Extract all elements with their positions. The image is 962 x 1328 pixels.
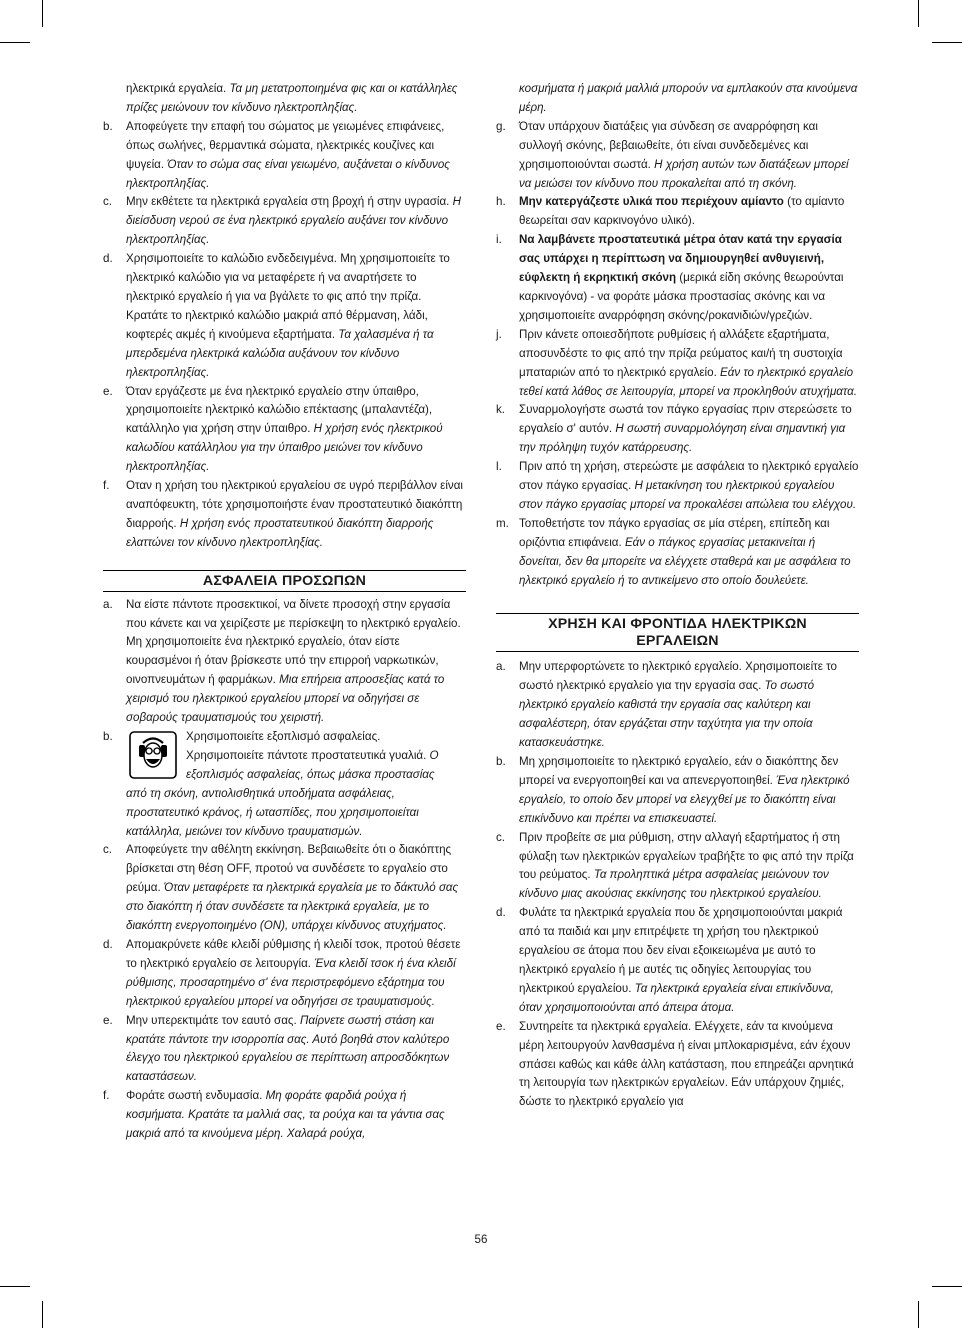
list-item xyxy=(496,193,859,231)
list-item xyxy=(103,1012,466,1088)
list-item xyxy=(103,118,466,194)
text-run: Η χρήση ενός ηλεκτρικού καλωδίου κατάλληλου για την ύπαιθρο μειώνει τον κίνδυνο ηλεκτροπληξίας. xyxy=(126,422,443,474)
list-item xyxy=(496,231,859,326)
item-letter: j. xyxy=(496,327,502,341)
item-letter: k. xyxy=(496,403,506,417)
list-item xyxy=(496,458,859,515)
text-run: Παίρνετε σωστή στάση και κρατάτε πάντοτε την ισορροπία σας. Αυτό βοηθά στον καλύτερο έλεγχο του ηλεκτρικού εργαλείου σε περίπτωση απροσδόκητων καταστάσεων. xyxy=(126,1013,450,1084)
item-letter: f. xyxy=(103,1089,110,1103)
continued-paragraph xyxy=(496,80,859,118)
text-run: Όταν το σώμα σας είναι γειωμένο, αυξάνεται ο κίνδυνος ηλεκτροπληξίας. xyxy=(126,157,450,190)
list-item xyxy=(103,383,466,478)
text-run: Απομακρύνετε κάθε κλειδί ρύθμισης ή κλειδί τσοκ, προτού θέσετε το ηλεκτρικό εργαλείο σε λειτουργία. xyxy=(126,937,461,970)
item-letter: e. xyxy=(103,1013,113,1027)
text-run: Το σωστό ηλεκτρικό εργαλείο καθιστά την εργασία σας καλύτερη και ασφαλέστερη, όταν εργάζεται στην ταχύτητα για την οποία κατασκευάστηκε. xyxy=(519,679,815,750)
section-heading-tool-use: ΧΡΗΣΗ ΚΑΙ ΦΡΟΝΤΙΔΑ ΗΛΕΚΤΡΙΚΩΝ ΕΡΓΑΛΕΙΩΝ xyxy=(496,613,859,652)
text-run: Αποφεύγετε την επαφή του σώματος με γειωμένες επιφάνειες, όπως σωλήνες, θερμαντικά σώματα, ηλεκτρικές κουζίνες και ψυγεία. xyxy=(126,119,445,171)
text-run: Χρησιμοποιείτε το καλώδιο ενδεδειγμένα. Μη χρησιμοποιείτε το ηλεκτρικό καλώδιο για να μεταφέρετε ή να αναρτήσετε το ηλεκτρικό εργαλείο ή για να βγάλετε το φις από την πρίζα. Κρατάτε το ηλεκτρικό καλώδιο μακριά από θέρμανση, λάδι, κοφτερές ακμές ή κινούμενα εξαρτήματα. xyxy=(126,252,450,341)
text-run: Μην υπερεκτιμάτε τον εαυτό σας. xyxy=(126,1013,300,1027)
text-run: Πριν από τη χρήση, στερεώστε με ασφάλεια το ηλεκτρικό εργαλείο στον πάγκο εργασίας. xyxy=(519,460,859,493)
crop-mark xyxy=(0,42,30,43)
item-letter: c. xyxy=(103,195,113,209)
list-item xyxy=(496,1018,859,1113)
text-run: Εάν το ηλεκτρικό εργαλείο τεθεί κατά λάθος σε λειτουργία, μπορεί να προκληθούν ατυχήματα. xyxy=(519,365,857,398)
list-item xyxy=(103,841,466,936)
item-letter: l. xyxy=(496,460,502,474)
item-letter: e. xyxy=(103,384,113,398)
item-letter: c. xyxy=(496,830,506,844)
text-run: Ένα κλειδί τσοκ ή ένα κλειδί ρύθμισης, προσαρτημένο σ' ένα περιστρεφόμενο εξάρτημα του ηλεκτρικού εργαλείου μπορεί να οδηγήσει σε τραυματισμούς. xyxy=(126,956,456,1008)
text-run: Τοποθετήστε τον πάγκο εργασίας σε μία στέρεη, επίπεδη και οριζόντια επιφάνεια. xyxy=(519,516,830,549)
text-line xyxy=(126,747,466,766)
item-letter: b. xyxy=(496,755,506,768)
list-item xyxy=(103,1087,466,1144)
text-run: Η χρήση αυτών των διατάξεων μπορεί να μειώσει τον κίνδυνο που προκαλείται από τη σκόνη. xyxy=(519,157,849,190)
list-item xyxy=(496,753,859,829)
section-heading-personal-safety: ΑΣΦΑΛΕΙΑ ΠΡΟΣΩΠΩΝ xyxy=(103,570,466,592)
text-run: Φυλάτε τα ηλεκτρικά εργαλεία που δε χρησιμοποιούνται μακριά από τα παιδιά και μην επιτρέψετε τη χρήση του ηλεκτρικού εργαλείου σε άτομα που δεν είναι εξοικειωμένα με αυτό το ηλεκτρικό εργαλείο ή με αυτές τις οδηγίες λειτουργίας του ηλεκτρικού εργαλείου. xyxy=(519,906,843,995)
text-line: από τη σκόνη, αντιολισθητικά υποδήματα ασφάλειας, προστατευτικό κράνος, ή ωτασπίδες, που χρησιμοποιείται κατάλληλα, μειώνει τον κίνδυνο τραυματισμών. xyxy=(126,786,419,838)
right-column xyxy=(496,80,859,1112)
text-run: Μη χρησιμοποιείτε το ηλεκτρικό εργαλείο, εάν ο διακόπτης δεν μπορεί να ενεργοποιηθεί και να απενεργοποιηθεί. xyxy=(519,755,839,787)
item-letter: a. xyxy=(496,660,506,674)
text-run: Ένα ηλεκτρικό εργαλείο, το οποίο δεν μπορεί να ελεγχθεί με το διακόπτη είναι επικίνδυνο και πρέπει να επισκευαστεί. xyxy=(519,773,850,825)
text-line: Χρησιμοποιείτε εξοπλισμό ασφαλείας. xyxy=(186,730,381,743)
text-run: Μην υπερφορτώνετε το ηλεκτρικό εργαλείο. Χρησιμοποιείτε το σωστό ηλεκτρικό εργαλείο για την εργασία σας. xyxy=(519,660,837,693)
text-run: Πριν προβείτε σε μια ρύθμιση, στην αλλαγή εξαρτήματος ή στη φύλαξη των ηλεκτρικών εργαλείων τραβήξτε το φις από την πρίζα του ρεύματος. xyxy=(519,830,854,882)
text-run: Εάν ο πάγκος εργασίας μετακινείται ή δονείται, δεν θα μπορείτε να ελέγχετε σταθερά και με ασφάλεια το ηλεκτρικό εργαλείο ή το αντικείμενο στο οποίο δουλεύετε. xyxy=(519,535,851,587)
text-run: Τα ηλεκτρικά εργαλεία είναι επικίνδυνα, όταν χρησιμοποιούνται από άπειρα άτομα. xyxy=(519,981,834,1014)
electrical-safety-list xyxy=(103,118,466,553)
list-item xyxy=(496,904,859,1017)
crop-mark xyxy=(42,0,43,27)
list-item xyxy=(496,829,859,905)
item-letter: f. xyxy=(103,479,110,493)
text-run: Η διείσδυση νερού σε ένα ηλεκτρικό εργαλείο αυξάνει τον κίνδυνο ηλεκτροπληξίας. xyxy=(126,195,462,247)
item-letter: d. xyxy=(496,906,506,920)
text-run: Μην κατεργάζεστε υλικά που περιέχουν αμίαντο xyxy=(519,195,784,209)
text-run: Πριν κάνετε οποιεσδήποτε ρυθμίσεις ή αλλάξετε εξαρτήματα, αποσυνδέστε το φις από την πρίζα ρεύματος και/ή τη συστοιχία μπαταριών από το ηλεκτρικό εργαλείο. xyxy=(519,327,843,379)
text-run: Μη φοράτε φαρδιά ρούχα ή κοσμήματα. Κρατάτε τα μαλλιά σας, τα ρούχα και τα γάντια σας μακριά από τα κινούμενα μέρη. Χαλαρά ρούχα, xyxy=(126,1089,445,1141)
text-run: Μια επήρεια απροσεξίας κατά το χειρισμό του ηλεκτρικού εργαλείου μπορεί να οδηγήσει σε σοβαρούς τραυματισμούς του χειριστή. xyxy=(126,673,445,725)
tool-use-list xyxy=(496,658,859,1112)
item-letter: h. xyxy=(496,195,506,209)
text-run: Η μετακίνηση του ηλεκτρικού εργαλείου στον πάγκο εργασίας μπορεί να προκαλέσει απώλεια του ελέγχου. xyxy=(519,479,857,511)
text-run: Οταν η χρήση του ηλεκτρικού εργαλείου σε υγρό περιβάλλον είναι αναπόφευκτη, τότε χρησιμοποιήστε έναν προστατευτικό διακόπτη διαρροής. xyxy=(126,479,463,530)
text-run: Συναρμολογήστε σωστά τον πάγκο εργασίας πριν στερεώσετε το εργαλείο σ' αυτόν. xyxy=(519,403,852,436)
crop-mark xyxy=(42,1301,43,1328)
item-letter: g. xyxy=(496,119,506,133)
text-run: Αποφεύγετε την αθέλητη εκκίνηση. Βεβαιωθείτε ότι ο διακόπτης βρίσκεται στη θέση OFF, προτού να συνδέσετε το εργαλείο στο ρεύμα. xyxy=(126,843,452,895)
list-item xyxy=(496,515,859,591)
item-letter: b. xyxy=(103,730,113,743)
text-line: εξοπλισμός ασφαλείας, όπως μάσκα προστασίας xyxy=(186,767,435,781)
text-run: Η σωστή συναρμολόγηση είναι σημαντική για την πρόληψη τυχόν κατάρρευσης. xyxy=(519,422,846,455)
personal-safety-list-continued xyxy=(496,118,859,591)
personal-safety-item-a xyxy=(103,596,466,728)
text-run: Η χρήση ενός προστατευτικού διακόπτη διαρροής ελαττώνει τον κίνδυνο ηλεκτροπληξίας. xyxy=(126,516,434,549)
item-letter: i. xyxy=(496,233,502,247)
item-letter: d. xyxy=(103,937,113,951)
item-letter: a. xyxy=(103,597,113,611)
text-run: Να είστε πάντοτε προσεκτικοί, να δίνετε προσοχή στην εργασία που κάνετε και να χειρίζεστε με περίσκεψη το ηλεκτρικό εργαλείο. Μη χρησιμοποιείτε ένα ηλεκτρικό εργαλείο, όταν είστε κουρασμένοι ή όταν βρίσκεστε υπό την επιρροή ναρκωτικών, οινοπνευμάτων ή φαρμάκων. xyxy=(126,597,461,687)
list-item xyxy=(496,326,859,402)
crop-mark xyxy=(918,0,919,27)
text-run: (το αμίαντο θεωρείται σαν καρκινογόνο υλικό). xyxy=(519,195,845,228)
item-letter: e. xyxy=(496,1019,506,1033)
list-item xyxy=(496,118,859,194)
list-item xyxy=(103,250,466,382)
page-number: 56 xyxy=(474,1233,488,1246)
list-item xyxy=(496,658,859,753)
text-run: Τα προληπτικά μέτρα ασφαλείας μειώνουν τον κίνδυνο μιας ακούσιας εκκίνησης του ηλεκτρικού εργαλείου. xyxy=(519,868,829,901)
list-item xyxy=(496,401,859,458)
personal-safety-item-b xyxy=(103,728,466,841)
text-run: Χρησιμοποιείτε πάντοτε προστατευτικά γυαλιά. xyxy=(186,748,430,762)
text-run: Όταν μεταφέρετε τα ηλεκτρικά εργαλεία με το δάκτυλό σας στο διακόπτη ή όταν συνδέσετε τα ηλεκτρικά εργαλεία, με το διακόπτη ενεργοποιημένο (ON), υπάρχει κίνδυνος ατυχήματος. xyxy=(126,881,459,933)
text-run: (μερικά είδη σκόνης θεωρούνται καρκινογόνα) - να φοράτε μάσκα προστασίας σκόνης και να χρησιμοποιείτε αναρρόφηση σκόνης/ροκανιδιών/γρεζιών. xyxy=(519,271,844,322)
list-item xyxy=(103,477,466,553)
text-run: Να λαμβάνετε προστατευτικά μέτρα όταν κατά την εργασία σας υπάρχει η περίπτωση να δημιουργηθεί ανθυγιεινή, εύφλεκτη ή εκρηκτική σκόνη xyxy=(519,233,842,285)
text-run: ηλεκτρικά εργαλεία. xyxy=(126,82,230,95)
item-letter: m. xyxy=(496,516,509,530)
text-run: κοσμήματα ή μακριά μαλλιά μπορούν να εμπλακούν στα κινούμενα μέρη. xyxy=(519,82,858,114)
item-letter: b. xyxy=(103,119,113,133)
item-letter: c. xyxy=(103,843,113,857)
crop-mark xyxy=(932,42,962,43)
text-run: Τα μη μετατροποιημένα φις και οι κατάλληλες πρίζες μειώνουν τον κίνδυνο ηλεκτροπληξίας. xyxy=(126,82,458,114)
list-item xyxy=(103,936,466,1012)
crop-mark xyxy=(932,1286,962,1287)
list-item xyxy=(103,596,466,728)
list-item xyxy=(103,193,466,250)
text-run: Φοράτε σωστή ενδυμασία. xyxy=(126,1089,266,1103)
left-column xyxy=(103,80,466,1144)
text-run: Ο xyxy=(429,748,439,762)
text-run: Όταν υπάρχουν διατάξεις για σύνδεση σε αναρρόφηση και συλλογή σκόνης, βεβαιωθείτε, ότι είναι συνδεδεμένες και χρησιμοποιούνται σωστά. xyxy=(519,119,818,171)
continued-paragraph xyxy=(103,80,466,118)
personal-safety-list xyxy=(103,841,466,1144)
crop-mark xyxy=(918,1301,919,1328)
crop-mark xyxy=(0,1286,30,1287)
text-run: Μην εκθέτετε τα ηλεκτρικά εργαλεία στη βροχή ή στην υγρασία. xyxy=(126,195,453,209)
text-run: Όταν εργάζεστε με ένα ηλεκτρικό εργαλείο στην ύπαιθρο, χρησιμοποιείτε ηλεκτρικό καλώδιο επέκτασης (μπαλαντέζα), κατάλληλο για χρήση στην ύπαιθρο. xyxy=(126,384,433,436)
text-run: Τα χαλασμένα ή τα μπερδεμένα ηλεκτρικά καλώδια αυξάνουν τον κίνδυνο ηλεκτροπληξίας. xyxy=(126,327,434,379)
item-letter: d. xyxy=(103,252,113,266)
text-run: Συντηρείτε τα ηλεκτρικά εργαλεία. Ελέγχετε, εάν τα κινούμενα μέρη λειτουργούν λανθασμένα ή είναι μπλοκαρισμένα, εάν έχουν σπάσει καθώς και κάθε άλλη κατάσταση, που επηρεάζει αρνητικά τη λειτουργία των ηλεκτρικών εργαλείων. Εάν υπάρχουν ζημιές, δώστε το ηλεκτρικό εργαλείο για xyxy=(519,1019,854,1109)
safety-equipment-icon xyxy=(129,731,177,779)
